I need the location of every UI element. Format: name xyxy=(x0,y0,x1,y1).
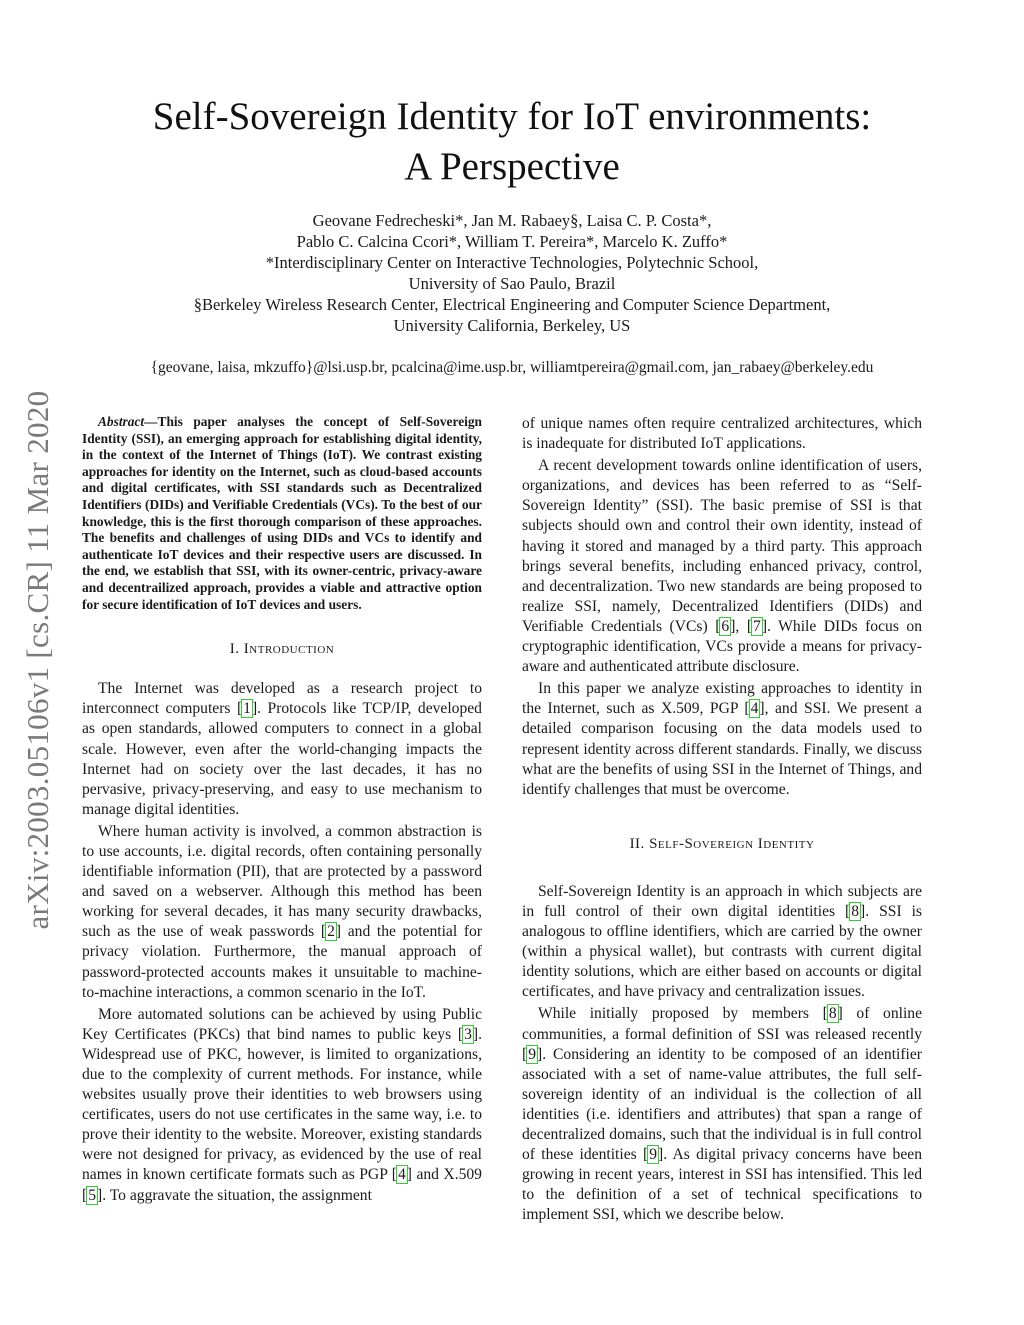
paragraph: of unique names often require centralized architectures, which is inadequate for distributed IoT applications. xyxy=(522,415,922,453)
citation-link[interactable]: 2 xyxy=(327,923,335,941)
arxiv-sidebar xyxy=(8,340,68,980)
section-heading-introduction xyxy=(82,639,482,659)
affiliation-1-line-2: University of Sao Paulo, Brazil xyxy=(408,274,616,293)
abstract-label: Abstract— xyxy=(98,414,158,429)
citation-link[interactable]: 3 xyxy=(464,1025,472,1043)
citation-link[interactable]: 7 xyxy=(753,617,761,635)
paragraph: Self-Sovereign Identity is an approach in which subjects are in full control of their own digital identities [8]. SSI is analogous to offline identifiers, which are carried by the owner (within a physical wallet), but contrasts with current digital identity solutions, which are either based on accounts or digital certificates, and have privacy and centralization issues. xyxy=(522,882,922,1001)
section-title: Self-Sovereign Identity xyxy=(649,835,815,852)
affiliation-2-line-2: University California, Berkeley, US xyxy=(393,316,631,335)
right-column xyxy=(522,414,922,1225)
author-emails: {geovane, laisa, mkzuffo}@lsi.usp.br, pcalcina@ime.usp.br, williamtpereira@gmail.com, jan_rabaey@berkeley.edu xyxy=(150,359,874,376)
citation-link[interactable]: 4 xyxy=(397,1166,406,1184)
paragraph: Where human activity is involved, a common abstraction is to use accounts, i.e. digital records, often containing personally identifiable information (PII), that are protected by a password and saved on a webserver. Although this method has been working for several decades, it has many security drawbacks, such as the use of weak passwords [2] and the potential for privacy violation. Furthermore, the manual approach of password-protected accounts makes it unsuitable to machine-to-machine interactions, a common scenario in the IoT. xyxy=(82,822,483,1001)
paragraph: While initially proposed by members [8] of online communities, a formal definition of SSI was released recently [9]. Considering an identity to be composed of an identifier associated with a set of name-value attributes, the full self-sovereign identity of an individual is the collection of all identities (i.e. identifiers and attributes) that span a range of decentralized domains, such that the individual is in full control of these identities [9]. As digital privacy concerns have been growing in recent years, interest in SSI has intensified. This led to the definition of a set of technical specifications to implement SSI, which we describe below. xyxy=(522,1005,923,1224)
arxiv-id: arXiv:2003.05106v1 [cs.CR] 11 Mar 2020 xyxy=(20,390,55,930)
section-number: I. xyxy=(229,641,244,658)
citation-link[interactable]: 8 xyxy=(851,902,860,920)
section-heading-ssi xyxy=(522,834,922,854)
citation-link[interactable]: 1 xyxy=(243,700,251,718)
authors-line-1: Geovane Fedrecheski*, Jan M. Rabaey§, Laisa C. P. Costa*, xyxy=(312,211,712,230)
affiliation-2-line-1: §Berkeley Wireless Research Center, Electrical Engineering and Computer Science Department, xyxy=(193,295,831,314)
affiliation-1-line-1: *Interdisciplinary Center on Interactive Technologies, Polytechnic School, xyxy=(265,253,759,272)
author-block xyxy=(100,210,924,336)
citation-link[interactable]: 9 xyxy=(649,1146,657,1164)
paper-title xyxy=(100,92,924,192)
title-line-2: A Perspective xyxy=(404,145,620,188)
paragraph: The Internet was developed as a research project to interconnect computers [1]. Protocols like TCP/IP, developed as open standards, allowed computers to connect in a global scale. However, even after the world-changing impacts the Internet had on society over the last decades, it has no pervasive, privacy-preserving, and easy to use mechanism to manage digital identities. xyxy=(82,680,482,818)
citation-link[interactable]: 5 xyxy=(88,1186,96,1204)
section-title: Introduction xyxy=(243,641,335,658)
citation-link[interactable]: 9 xyxy=(528,1045,536,1063)
citation-link[interactable]: 4 xyxy=(750,700,759,718)
abstract xyxy=(82,414,482,613)
authors-line-2: Pablo C. Calcina Ccori*, William T. Pereira*, Marcelo K. Zuffo* xyxy=(296,232,728,251)
left-column xyxy=(82,414,482,1206)
paragraph: More automated solutions can be achieved by using Public Key Certificates (PKCs) that bind names to public keys [3]. Widespread use of PKC, however, is limited to organizations, due to the complexity of current methods. For instance, while websites usually prove their identities to web browsers using certificates, users do not use certificates in the same way, i.e. to prove their identity to the website. Moreover, existing standards were not designed for privacy, as evidenced by the use of real names in known certificate formats such as PGP [4] and X.509 [5]. To aggravate the situation, the assignment xyxy=(82,1005,482,1204)
paragraph: In this paper we analyze existing approaches to identity in the Internet, such as X.509, PGP [4], and SSI. We present a detailed comparison focusing on the data models used to represent identity across different standards. Finally, we discuss what are the benefits of using SSI in the Internet of Things, and identify challenges that must be overcome. xyxy=(522,680,922,798)
citation-link[interactable]: 8 xyxy=(828,1005,837,1023)
section-number: II. xyxy=(629,835,650,852)
abstract-text: This paper analyses the concept of Self-Sovereign Identity (SSI), an emerging approach for establishing digital identity, in the context of the Internet of Things (IoT). We contrast existing approaches for identity on the Internet, such as cloud-based accounts and digital certificates, with SSI standards such as Decentralized Identifiers (DIDs) and Verifiable Credentials (VCs). To the best of our knowledge, this is the first thorough comparison of these approaches. The benefits and challenges of using DIDs and VCs to identify and authenticate IoT devices and their respective users are discussed. In the end, we establish that SSI, with its owner-centric, privacy-aware and decentrailized approach, provides a viable and attractive option for secure identification of IoT devices and users. xyxy=(82,414,482,612)
title-line-1: Self-Sovereign Identity for IoT environments: xyxy=(152,95,872,138)
paragraph: A recent development towards online identification of users, organizations, and devices has been referred to as “Self-Sovereign Identity” (SSI). The basic premise of SSI is that subjects should own and control their own identity, instead of having it stored and managed by a third party. This approach brings several benefits, including enhanced privacy, control, and decentralization. Two new standards are being proposed to realize SSI, namely, Decentralized Identifiers (DIDs) and Verifiable Credentials (VCs) [6], [7]. While DIDs focus on cryptographic identification, VCs provide a means for privacy-aware and authenticated attribute disclosure. xyxy=(522,457,923,676)
citation-link[interactable]: 6 xyxy=(721,617,730,635)
